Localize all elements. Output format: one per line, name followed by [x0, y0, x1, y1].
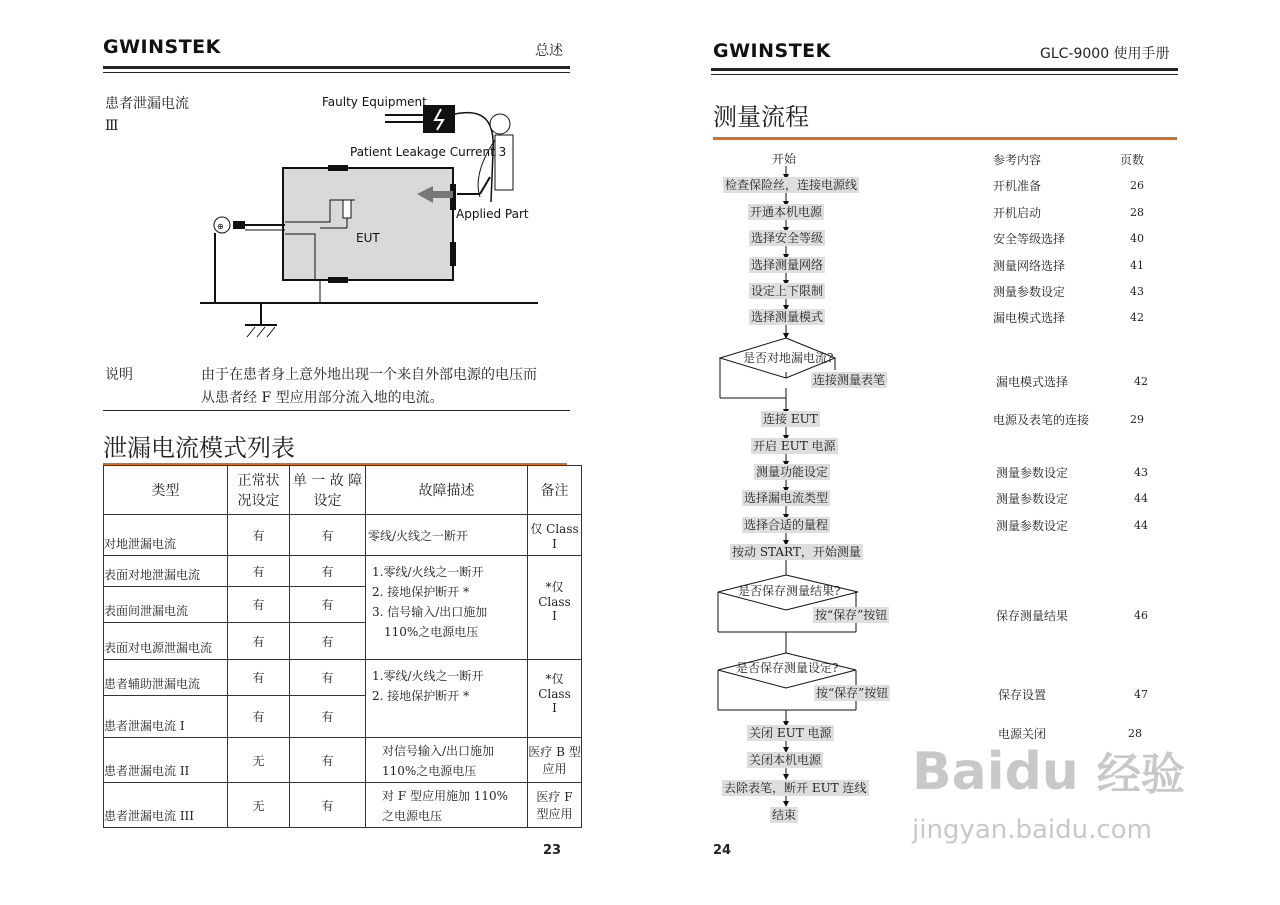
row-normal: 有 — [228, 556, 290, 587]
row-normal: 无 — [228, 738, 290, 783]
header-note: 备注 — [528, 466, 582, 515]
header-single-line1: 单 一 故 障 — [292, 473, 363, 489]
row-single: 有 — [290, 515, 366, 556]
flow-ref: 电源关闭 — [998, 727, 1047, 741]
header-rule-thin — [711, 74, 1178, 75]
flow-step: 检查保险丝，连接电源线 — [725, 178, 858, 192]
row-desc: 零线/火线之一断开 — [366, 515, 528, 556]
row-note: 仅 Class I — [528, 515, 582, 556]
flow-ref: 开机启动 — [993, 206, 1042, 220]
leakage-mode-table — [103, 465, 582, 828]
flow-step: 关闭本机电源 — [749, 753, 822, 767]
flow-ref: 测量参数设定 — [996, 519, 1069, 533]
flow-page: 44 — [1134, 519, 1148, 532]
flow-decision: 是否保存测量设定? — [736, 661, 839, 675]
row-single: 有 — [290, 556, 366, 587]
flow-page: 28 — [1130, 206, 1144, 219]
eut-enclosure — [283, 168, 453, 280]
flow-page: 47 — [1134, 688, 1148, 701]
flow-step: 选择安全等级 — [751, 231, 824, 245]
note-line: 型应用 — [536, 807, 573, 821]
flow-step: 连接测量表笔 — [813, 373, 886, 387]
flow-page: 42 — [1134, 375, 1148, 388]
patient-leakage-title: 患者泄漏电流 — [105, 96, 189, 112]
table-title: 泄漏电流模式列表 — [103, 434, 295, 462]
flow-step: 连接 EUT — [763, 412, 818, 426]
row-desc-group3 — [366, 660, 528, 738]
description-rule — [103, 410, 570, 411]
row-normal: 有 — [228, 623, 290, 660]
eut-label: EUT — [356, 231, 380, 245]
flow-ref: 安全等级选择 — [993, 232, 1066, 246]
manual-title-header: GLC-9000 使用手册 — [1040, 46, 1170, 62]
note-line: *仅 Class — [538, 580, 571, 609]
flow-ref: 保存测量结果 — [996, 609, 1069, 623]
description-line-2: 从患者经 F 型应用部分流入地的电流。 — [201, 390, 444, 406]
flow-page: 44 — [1134, 492, 1148, 505]
row-single: 有 — [290, 696, 366, 738]
desc-line: 110%之电源电压 — [382, 763, 477, 778]
page-number: 23 — [543, 843, 562, 858]
desc-line: 3. 信号输入/出口施加 — [372, 605, 488, 619]
note-line: 医疗 F — [536, 790, 573, 804]
row-type: 表面间泄漏电流 — [104, 587, 228, 623]
table-row — [104, 738, 582, 783]
flow-ref: 测量网络选择 — [993, 259, 1066, 273]
header-normal — [228, 466, 290, 515]
flow-step: 按“保存”按钮 — [816, 686, 889, 700]
row-note-group3 — [528, 660, 582, 738]
table-row — [104, 660, 582, 696]
row-desc-group4 — [366, 738, 528, 783]
flow-step: 开启 EUT 电源 — [753, 439, 836, 453]
watermark-brand2: du — [1004, 742, 1079, 802]
row-type: 表面对地泄漏电流 — [104, 556, 228, 587]
note-line: I — [552, 701, 557, 715]
table-row — [104, 556, 582, 587]
description-line-1: 由于在患者身上意外地出现一个来自外部电源的电压而 — [201, 367, 537, 383]
header-rule — [103, 66, 570, 69]
header-type: 类型 — [104, 466, 228, 515]
row-normal: 有 — [228, 660, 290, 696]
applied-part-label: Applied Part — [456, 207, 529, 221]
header-rule-thin — [103, 72, 570, 73]
flow-step: 选择测量网络 — [751, 258, 824, 272]
flow-step: 按“保存”按钮 — [815, 608, 888, 622]
row-normal: 有 — [228, 515, 290, 556]
flow-page: 40 — [1130, 232, 1144, 245]
flow-ref: 漏电模式选择 — [993, 311, 1066, 325]
row-type: 患者泄漏电流 II — [104, 738, 228, 783]
flow-ref: 测量参数设定 — [996, 466, 1069, 480]
flow-step: 选择漏电流类型 — [744, 491, 829, 505]
flow-title: 测量流程 — [713, 103, 809, 131]
header-normal-line2: 况设定 — [237, 493, 280, 509]
header-single-line2: 设定 — [313, 493, 342, 509]
watermark-logo — [912, 738, 1185, 802]
flow-page: 42 — [1130, 311, 1144, 324]
gwinstek-logo: GWINSTEK — [103, 36, 221, 58]
row-normal: 无 — [228, 783, 290, 828]
row-note-group5 — [528, 783, 582, 828]
flow-ref: 漏电模式选择 — [996, 375, 1069, 389]
flow-ref: 测量参数设定 — [996, 492, 1069, 506]
desc-line: 2. 接地保护断开 * — [372, 585, 470, 599]
flow-ref: 开机准备 — [993, 179, 1042, 193]
flow-page: 29 — [1130, 413, 1144, 426]
flow-step: 按动 START，开始测量 — [732, 545, 861, 559]
patient-leakage-subtitle: Ⅲ — [105, 118, 119, 134]
section-header: 总述 — [535, 43, 563, 59]
patient-leakage-current-label: Patient Leakage Current 3 — [350, 145, 507, 159]
flow-step: 开始 — [772, 152, 797, 166]
table-header-row — [104, 466, 582, 515]
desc-line: 2. 接地保护断开 * — [372, 689, 470, 703]
watermark-url: jingyan.baidu.com — [912, 815, 1152, 845]
faulty-equipment-label: Faulty Equipment — [322, 95, 427, 109]
svg-text:⊕: ⊕ — [217, 222, 224, 231]
header-rule — [711, 68, 1178, 71]
row-note-group2 — [528, 556, 582, 660]
desc-line: 1.零线/火线之一断开 — [372, 669, 484, 683]
flow-step: 设定上下限制 — [751, 284, 824, 298]
note-line: I — [552, 609, 557, 623]
flow-page: 43 — [1134, 466, 1148, 479]
row-desc-group2 — [366, 556, 528, 660]
row-type: 对地泄漏电流 — [104, 515, 228, 556]
watermark-brand: Bai — [912, 742, 1005, 802]
row-single: 有 — [290, 623, 366, 660]
row-normal: 有 — [228, 587, 290, 623]
row-note-group4 — [528, 738, 582, 783]
page-number: 24 — [713, 843, 732, 858]
row-single: 有 — [290, 660, 366, 696]
flow-ref: 电源及表笔的连接 — [993, 413, 1090, 427]
table-row — [104, 515, 582, 556]
table-row — [104, 783, 582, 828]
desc-line: 1.零线/火线之一断开 — [372, 565, 484, 579]
ref-column-header: 参考内容 — [993, 153, 1042, 167]
note-line: 应用 — [542, 762, 567, 776]
flow-step: 去除表笔，断开 EUT 连线 — [724, 781, 867, 795]
page-column-header: 页数 — [1120, 153, 1145, 167]
desc-line: 之电源电压 — [382, 808, 443, 823]
row-single: 有 — [290, 738, 366, 783]
flow-page: 43 — [1130, 285, 1144, 298]
note-line: 医疗 B 型 — [528, 745, 581, 759]
flow-title-rule — [713, 137, 1177, 140]
flow-decision: 是否保存测量结果? — [738, 584, 841, 598]
flow-ref: 测量参数设定 — [993, 285, 1066, 299]
description-label: 说明 — [105, 367, 133, 383]
row-normal: 有 — [228, 696, 290, 738]
flow-decision: 是否对地漏电流? — [743, 351, 834, 365]
desc-line: 对信号输入/出口施加 — [382, 743, 495, 758]
note-line: *仅 Class — [538, 672, 571, 701]
flow-page: 28 — [1128, 727, 1142, 740]
flow-step: 开通本机电源 — [750, 205, 823, 219]
flow-step: 测量功能设定 — [756, 465, 829, 479]
row-single: 有 — [290, 587, 366, 623]
flow-page: 46 — [1134, 609, 1148, 622]
flow-step: 关闭 EUT 电源 — [749, 726, 832, 740]
flow-step: 结束 — [772, 808, 797, 822]
row-type: 患者泄漏电流 III — [104, 783, 228, 828]
header-single — [290, 466, 366, 515]
flow-page: 26 — [1130, 179, 1144, 192]
flow-ref: 保存设置 — [998, 688, 1047, 702]
flow-step: 选择合适的量程 — [744, 518, 829, 532]
header-desc: 故障描述 — [366, 466, 528, 515]
watermark-cn: 经验 — [1096, 749, 1185, 800]
flow-step: 选择测量模式 — [751, 310, 824, 324]
header-normal-line1: 正常状 — [237, 473, 280, 489]
desc-line: 对 F 型应用施加 110% — [382, 788, 509, 803]
row-type: 患者泄漏电流 I — [104, 696, 228, 738]
gwinstek-logo: GWINSTEK — [713, 40, 831, 62]
row-type: 表面对电源泄漏电流 — [104, 623, 228, 660]
row-desc-group5 — [366, 783, 528, 828]
row-single: 有 — [290, 783, 366, 828]
desc-line: 110%之电源电压 — [384, 625, 479, 639]
flow-page: 41 — [1130, 259, 1144, 272]
row-type: 患者辅助泄漏电流 — [104, 660, 228, 696]
